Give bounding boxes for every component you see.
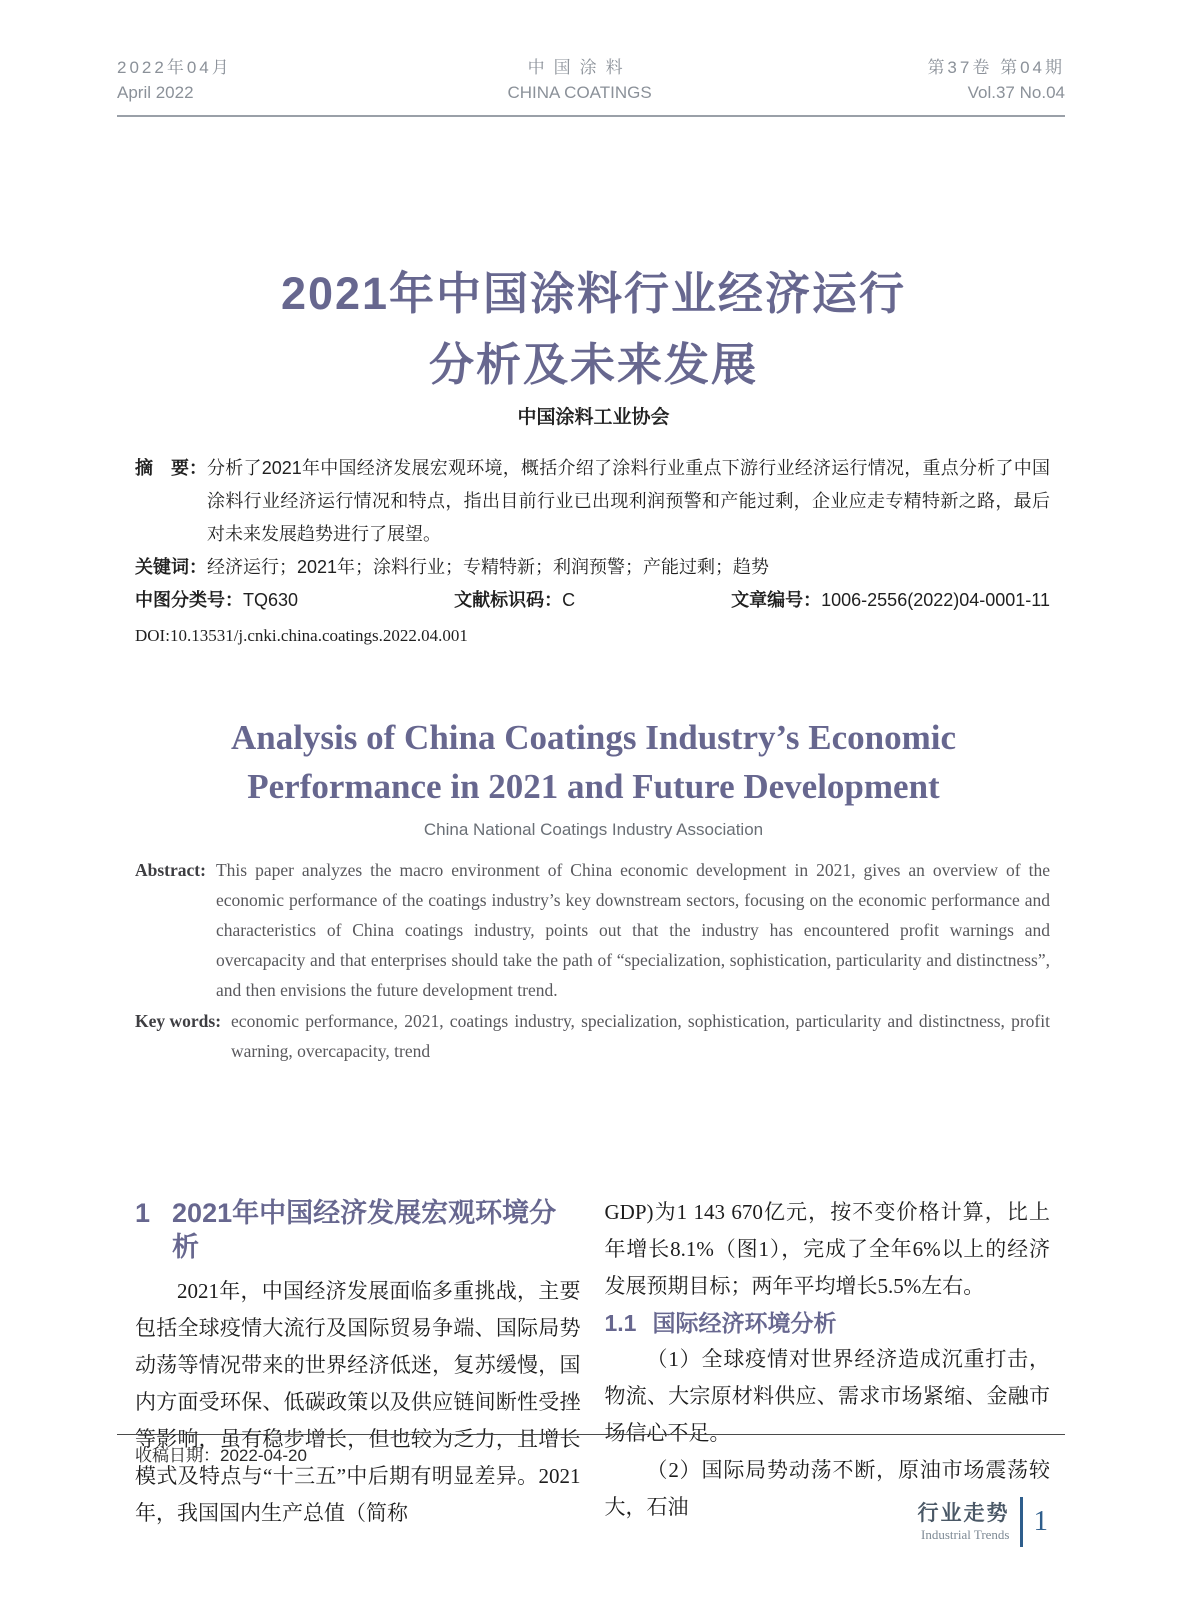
section-1-heading (135, 1196, 581, 1264)
article-body (135, 1194, 1050, 1532)
meta-en-block (135, 855, 1050, 1067)
footnote-divider (117, 1434, 1065, 1435)
author-en: China National Coatings Industry Association (423, 820, 764, 839)
abstract-en (135, 855, 1050, 1005)
page-number: 1 (1033, 1505, 1048, 1537)
keywords-en-text: economic performance, 2021, coatings industry, specialization, sophistication, particularity and distinctness, profit warning, overcapacity, trend (231, 1011, 1050, 1061)
clc-value: TQ630 (243, 590, 299, 610)
header-volume-zh: 第37卷 第04期 (927, 58, 1065, 77)
page-footer (918, 1497, 1049, 1547)
header-journal-name-en: CHINA COATINGS (507, 83, 652, 102)
header-volume (927, 55, 1065, 105)
header-date (117, 55, 232, 105)
section-1-title: 2021年中国经济发展宏观环境分析 (172, 1198, 557, 1262)
body-right-column (605, 1194, 1051, 1532)
article-title-en-line2: Performance in 2021 and Future Development (247, 767, 940, 806)
footer-column-zh: 行业走势 (917, 1502, 1010, 1525)
article-title-en-line1: Analysis of China Coatings Industry’s Economic (230, 718, 957, 757)
doc-code-item (454, 584, 575, 617)
body-paragraph: 2021年，中国经济发展面临多重挑战，主要包括全球疫情大流行及国际贸易争端、国际局势动荡等情况带来的世界经济低迷，复苏缓慢，国内方面受环保、低碳政策以及供应链间断性受挫等影响，虽有稳步增长，但也较为乏力，且增长模式及特点与“十三五”中后期有明显差异。2021年，我国国内生产总值（简称 (135, 1279, 581, 1525)
meta-zh-block (135, 452, 1050, 652)
received-date: 收稿日期：2022-04-20 (135, 1446, 307, 1465)
body-paragraph: （2）国际局势动荡不断，原油市场震荡较大，石油 (604, 1458, 1050, 1519)
article-id-label: 文章编号： (731, 590, 822, 610)
abstract-zh-text: 分析了2021年中国经济发展宏观环境，概括介绍了涂料行业重点下游行业经济运行情况，重点分析了中国涂料行业经济运行情况和特点，指出目前行业已出现利润预警和产能过剩，企业应走专精特新之路，最后对未来发展趋势进行了展望。 (207, 458, 1050, 544)
keywords-en-label: Key words: (135, 1011, 222, 1031)
section-1-number: 1 (135, 1198, 151, 1228)
header-journal-name (507, 55, 651, 105)
article-id-item (731, 584, 1050, 617)
section-1-1-heading (605, 1305, 1051, 1341)
footer-column-en: Industrial Trends (921, 1527, 1010, 1542)
header-date-zh: 2022年04月 (117, 58, 232, 77)
doi-line: DOI:10.13531/j.cnki.china.coatings.2022.04.001 (135, 626, 468, 645)
classification-row (135, 584, 1050, 617)
footer-column-labels (918, 1501, 1020, 1543)
abstract-zh-label: 摘 要： (135, 458, 207, 478)
clc-label: 中图分类号： (135, 590, 243, 610)
author-zh: 中国涂料工业协会 (517, 407, 670, 428)
keywords-zh-label: 关键词： (135, 557, 207, 577)
article-title-zh-line1: 2021年中国涂料行业经济运行 (280, 268, 907, 319)
header-date-en: April 2022 (117, 83, 194, 102)
body-left-column (135, 1194, 581, 1532)
keywords-en (135, 1006, 1050, 1066)
body-paragraph: GDP)为1 143 670亿元，按不变价格计算，比上年增长8.1%（图1），完成了全年6%以上的经济发展预期目标；两年平均增长5.5%左右。 (604, 1200, 1050, 1298)
clc-item (135, 584, 298, 617)
journal-header (117, 55, 1065, 117)
article-title-zh-line2: 分析及未来发展 (428, 339, 758, 390)
article-title-en (0, 713, 1187, 811)
abstract-en-label: Abstract: (135, 860, 206, 880)
body-paragraph: （1）全球疫情对世界经济造成沉重打击，物流、大宗原材料供应、需求市场紧缩、金融市场信心不足。 (604, 1347, 1050, 1445)
doc-code-label: 文献标识码： (454, 590, 563, 610)
keywords-zh (135, 551, 1050, 584)
article-id-value: 1006-2556(2022)04-0001-11 (821, 590, 1050, 610)
doc-code-value: C (562, 590, 576, 610)
keywords-zh-text: 经济运行；2021年；涂料行业；专精特新；利润预警；产能过剩；趋势 (207, 557, 770, 577)
abstract-en-text: This paper analyzes the macro environment of China economic development in 2021, gives an overview of the economic performance of the coatings industry’s key downstream sectors, focusing on the economic performance and characteristics of China coatings industry, points out that the industry has encountered profit warnings and overcapacity and that enterprises should take the path of “specialization, sophistication, particularity and distinctness”, and then envisions the future development trend. (215, 860, 1050, 1000)
section-1-1-title: 国际经济环境分析 (652, 1310, 837, 1336)
section-1-1-number: 1.1 (604, 1310, 637, 1336)
article-title-zh (0, 258, 1187, 400)
abstract-zh (135, 452, 1050, 551)
header-volume-en: Vol.37 No.04 (967, 83, 1065, 102)
header-journal-name-zh: 中国涂料 (527, 58, 632, 77)
